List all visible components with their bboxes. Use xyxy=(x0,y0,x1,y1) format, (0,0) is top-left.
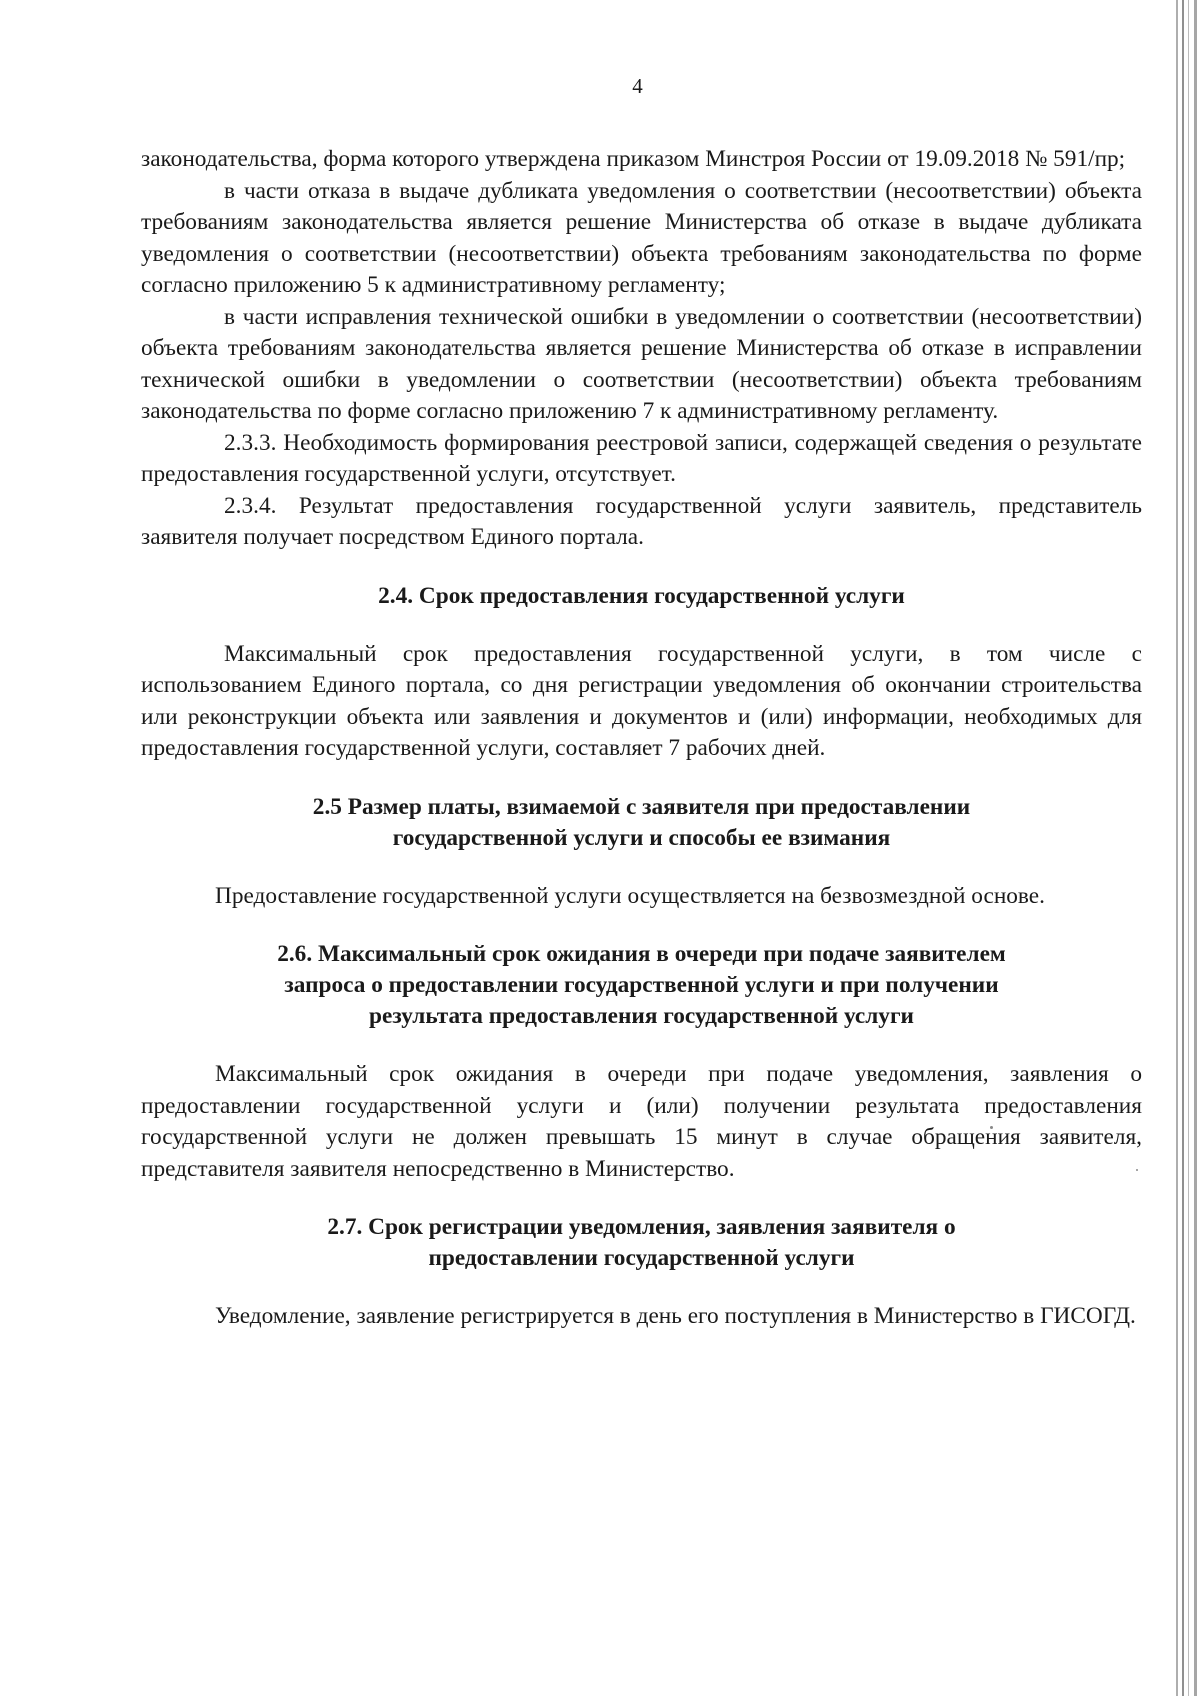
paragraph: 2.3.4. Результат предоставления государственной услуги заявитель, представитель заявителя получает посредством Единого портала. xyxy=(141,492,1142,550)
section-heading-line: запроса о предоставлении государственной услуги и при получении xyxy=(284,972,999,998)
page-number: 4 xyxy=(632,74,643,98)
section-heading-line: 2.5 Размер платы, взимаемой с заявителя при предоставлении xyxy=(312,793,971,820)
section-heading: 2.4. Срок предоставления государственной услуги xyxy=(378,582,905,609)
section-heading-line: 2.6. Максимальный срок ожидания в очереди при подаче заявителем xyxy=(277,941,1006,967)
section-heading-line: государственной услуги и способы ее взимания xyxy=(392,824,891,851)
paragraph: Уведомление, заявление регистрируется в день его поступления в Министерство в ГИСОГД. xyxy=(215,1303,1136,1329)
paragraph: законодательства, форма которого утверждена приказом Минстроя России от 19.09.2018 № 591/пр; xyxy=(141,146,1126,172)
paragraph: Предоставление государственной услуги осуществляется на безвозмездной основе. xyxy=(215,882,1045,909)
section-heading-line: результата предоставления государственной услуги xyxy=(369,1003,914,1029)
scan-border-line xyxy=(1176,0,1178,1696)
scan-border-line xyxy=(1188,0,1189,1696)
scan-border-line xyxy=(1182,0,1184,1696)
paragraph: в части исправления технической ошибки в уведомлении о соответствии (несоответствии) объекта требованиям законодательства является решение Министерства об отказе в исправлении технической ошибки в уведомлении о соответствии (несоответствии) объекта требованиям законодательства по форме согласно приложению 7 к административному регламенту. xyxy=(141,303,1142,424)
paragraph: Максимальный срок ожидания в очереди при подаче уведомления, заявления о предоставлении государственной услуги и (или) получении результата предоставления государственной услуги не должен превышать 15 минут в случае обращения заявителя, представителя заявителя непосредственно в Министерство. xyxy=(141,1061,1142,1182)
section-heading xyxy=(141,792,1142,854)
scan-border-line xyxy=(1194,0,1197,1696)
paragraph: Максимальный срок предоставления государственной услуги, в том числе с использованием Единого портала, со дня регистрации уведомления об окончании строительства или реконструкции объекта или заявления и документов и (или) информации, необходимых для предоставления государственной услуги, составляет 7 рабочих дней. xyxy=(141,640,1142,761)
section-heading xyxy=(141,939,1142,1032)
section-heading xyxy=(141,1212,1142,1274)
document-body xyxy=(141,144,1142,1333)
section-heading-line: предоставлении государственной услуги xyxy=(428,1245,855,1271)
paragraph: в части отказа в выдаче дубликата уведомления о соответствии (несоответствии) объекта требованиям законодательства является решение Министерства об отказе в выдаче дубликата уведомления о соответствии (несоответствии) объекта требованиям законодательства по форме согласно приложению 5 к административному регламенту; xyxy=(141,177,1142,298)
paragraph: 2.3.3. Необходимость формирования реестровой записи, содержащей сведения о результате предоставления государственной услуги, отсутствует. xyxy=(141,429,1142,487)
section-heading-line: 2.7. Срок регистрации уведомления, заявления заявителя о xyxy=(327,1214,956,1240)
